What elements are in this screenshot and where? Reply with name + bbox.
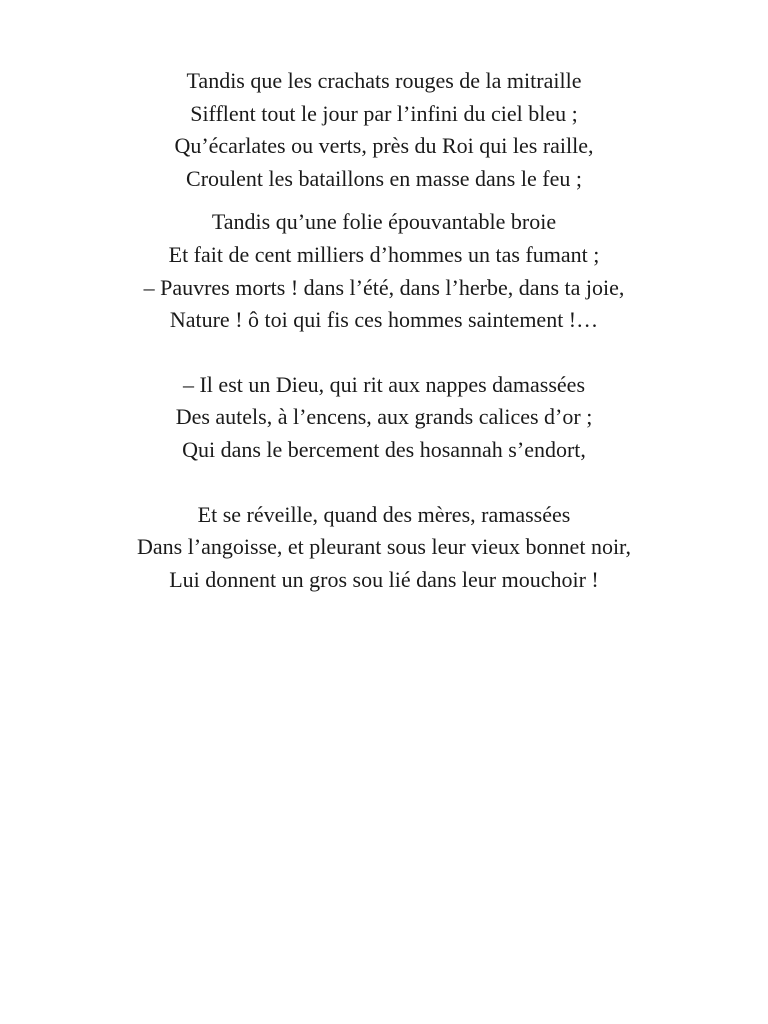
verse-line: Nature ! ô toi qui fis ces hommes saintement !… <box>169 307 599 333</box>
stanza-3 <box>0 369 768 467</box>
verse-line: Des autels, à l’encens, aux grands calices d’or ; <box>175 404 593 430</box>
stanza-2 <box>0 206 768 336</box>
stanza-gap <box>0 467 768 499</box>
verse-line: Tandis qu’une folie épouvantable broie <box>211 209 557 235</box>
verse-line: Dans l’angoisse, et pleurant sous leur vieux bonnet noir, <box>136 534 631 560</box>
verse-line: Lui donnent un gros sou lié dans leur mouchoir ! <box>169 566 599 592</box>
verse-line: Qui dans le bercement des hosannah s’endort, <box>182 436 586 462</box>
stanza-gap <box>0 337 768 369</box>
verse-line: – Il est un Dieu, qui rit aux nappes damassées <box>182 371 585 397</box>
verse-line: – Pauvres morts ! dans l’été, dans l’herbe, dans ta joie, <box>143 274 625 300</box>
verse-line: Qu’écarlates ou verts, près du Roi qui les raille, <box>174 133 594 159</box>
verse-line: Sifflent tout le jour par l’infini du ciel bleu ; <box>190 100 578 126</box>
poem-text <box>0 65 768 596</box>
stanza-4 <box>0 499 768 597</box>
verse-line: Tandis que les crachats rouges de la mitraille <box>186 68 582 93</box>
stanza-gap <box>0 195 768 206</box>
verse-line: Et se réveille, quand des mères, ramassées <box>197 501 571 527</box>
verse-line: Et fait de cent milliers d’hommes un tas fumant ; <box>168 241 600 267</box>
verse-line: Croulent les bataillons en masse dans le feu ; <box>186 165 582 191</box>
stanza-1 <box>0 65 768 195</box>
